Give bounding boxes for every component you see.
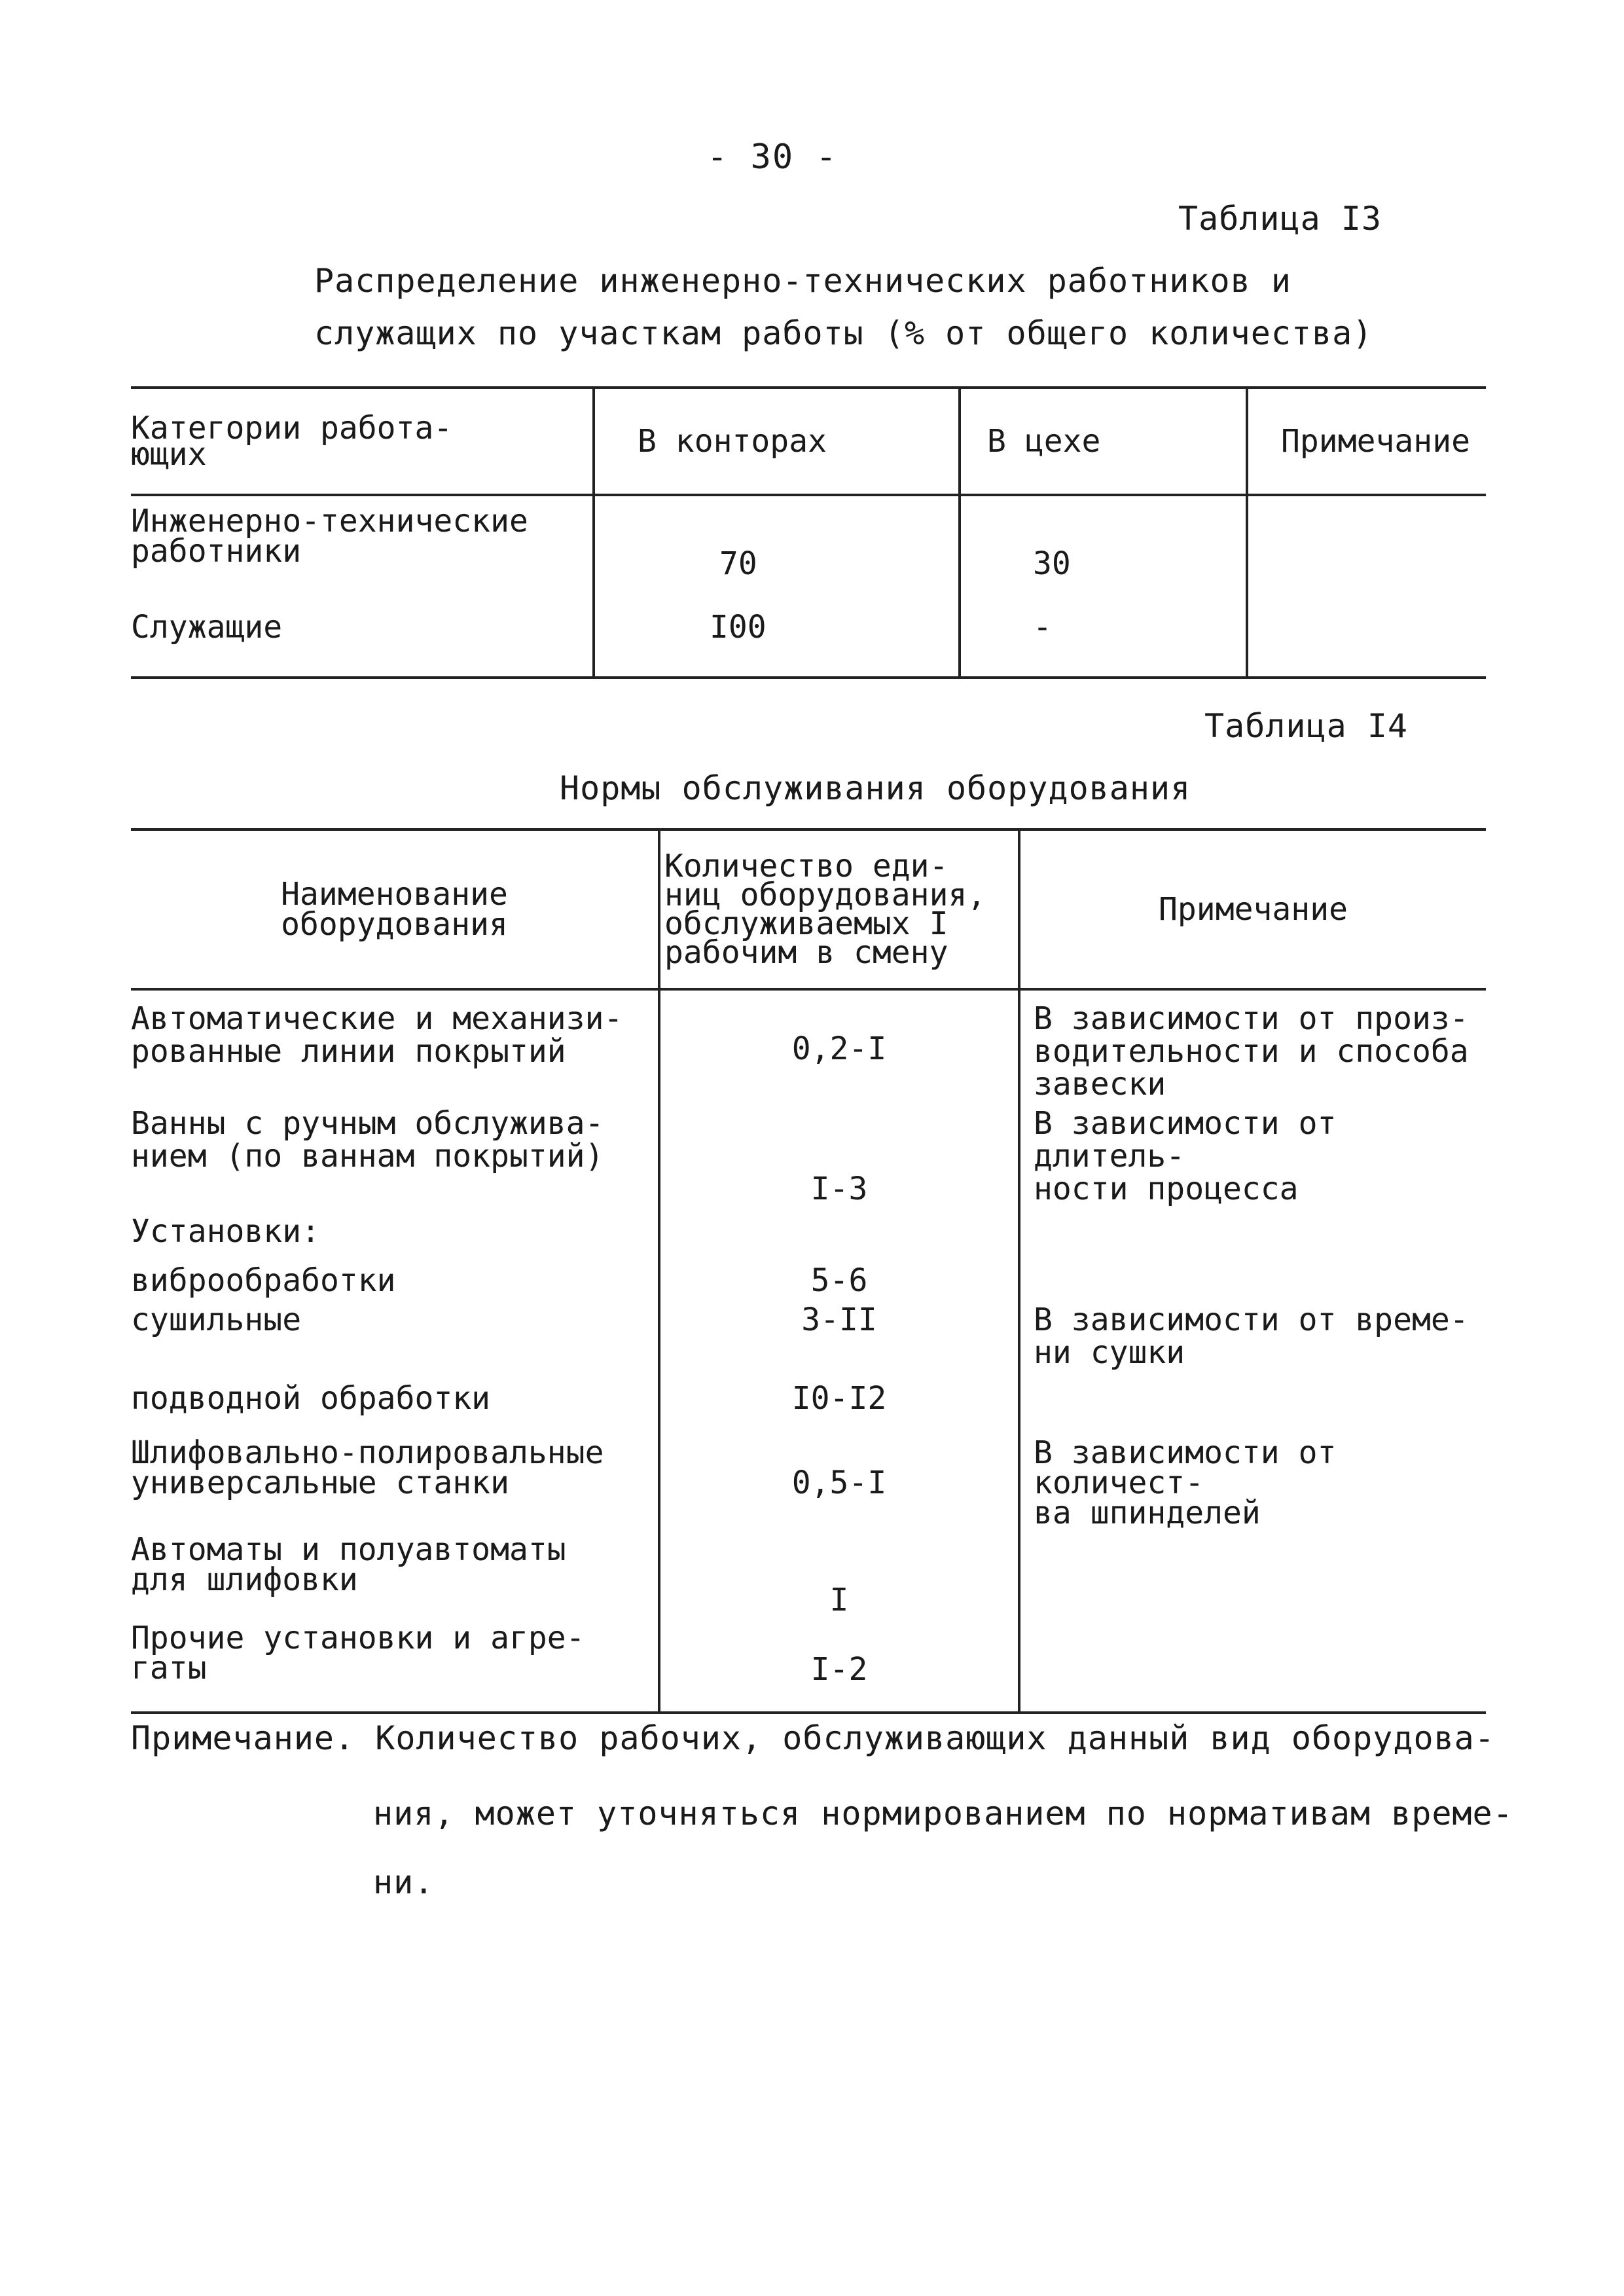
- table14-cell-count: 3-II: [659, 1297, 1019, 1382]
- table13-label: Таблица I3: [1178, 200, 1382, 238]
- table-row: [131, 1438, 1486, 1528]
- page-number: - 30 -: [707, 137, 838, 177]
- table14-cell-name: Шлифовально-полировальные универсальные станки: [131, 1434, 604, 1501]
- table14-cell-name: виброобработки: [131, 1262, 396, 1299]
- table14-label: Таблица I4: [1204, 707, 1409, 745]
- table14-cell-count: 0,2-I: [659, 989, 1019, 1107]
- table13-cell-category: Служащие: [131, 609, 283, 646]
- table13-cell-offices: I00: [594, 604, 960, 678]
- table13-header-category: Категории работа- ющих: [131, 388, 594, 495]
- table-row: [131, 1297, 1486, 1382]
- table14-cell-name: сушильные: [131, 1302, 302, 1338]
- footnote-line3: ни.: [373, 1863, 435, 1901]
- table-row: [131, 1528, 1486, 1616]
- table14-cell-name: Ванны с ручным обслужива- нием (по ваннам покрытий): [131, 1105, 604, 1175]
- table14-cell-name: подводной обработки: [131, 1380, 491, 1417]
- table14-cell-count: I-3: [659, 1107, 1019, 1205]
- table13-title-line2: служащих по участкам работы (% от общего количества): [314, 314, 1373, 352]
- table14-header-name: Наименование оборудования: [131, 829, 659, 989]
- table13-header-shop: В цехе: [960, 388, 1247, 495]
- table14-cell-count: [659, 1205, 1019, 1248]
- table14-cell-note: [1019, 1616, 1486, 1713]
- table14-cell-count: I-2: [659, 1616, 1019, 1713]
- table14-cell-name: Установки:: [131, 1213, 320, 1250]
- table14-cell-note: В зависимости от количест- ва шпинделей: [1034, 1434, 1337, 1531]
- table14-cell-note: [1019, 1528, 1486, 1616]
- table-row: [131, 1616, 1486, 1713]
- table13-cell-note: [1247, 604, 1486, 678]
- table-row: [131, 604, 1486, 678]
- table14-header-row: [131, 829, 1486, 989]
- table13-title-line1: Распределение инженерно-технических работников и: [314, 262, 1291, 300]
- table13-cell-note: [1247, 495, 1486, 604]
- table14-cell-note: В зависимости от произ- водительности и способа завески: [1034, 1000, 1469, 1102]
- table14-header-count: Количество еди- ниц оборудования, обслуживаемых I рабочим в смену: [659, 829, 1019, 989]
- footnote-line1: Примечание. Количество рабочих, обслуживающих данный вид оборудова-: [131, 1719, 1495, 1757]
- table-row: [131, 1382, 1486, 1438]
- table13-cell-category: Инженерно-технические работники: [131, 503, 528, 570]
- table14-cell-note: В зависимости от време- ни сушки: [1034, 1302, 1469, 1371]
- table-row: [131, 1205, 1486, 1248]
- table13-cell-offices: 70: [594, 495, 960, 604]
- table13-cell-shop: -: [960, 604, 1247, 678]
- table14-title: Нормы обслуживания оборудования: [560, 769, 1191, 807]
- table14-cell-note: [1019, 1205, 1486, 1248]
- table14-cell-note: [1019, 1248, 1486, 1297]
- table14-cell-count: 5-6: [659, 1248, 1019, 1297]
- table14-cell-note: [1019, 1382, 1486, 1438]
- table14-cell-note: В зависимости от длитель- ности процесса: [1034, 1105, 1337, 1207]
- table-row: [131, 1107, 1486, 1205]
- table-row: [131, 989, 1486, 1107]
- table14: [131, 828, 1486, 1714]
- table14-cell-name: Автоматические и механизи- рованные линии покрытий: [131, 1000, 623, 1070]
- table14-cell-count: I0-I2: [659, 1382, 1019, 1438]
- table13-header-offices: В конторах: [594, 388, 960, 495]
- table13: [131, 386, 1486, 679]
- footnote-line2: ния, может уточняться нормированием по нормативам време-: [373, 1795, 1513, 1832]
- table14-cell-count: 0,5-I: [659, 1438, 1019, 1528]
- table14-cell-count: I: [659, 1528, 1019, 1616]
- table-row: [131, 1248, 1486, 1297]
- table14-cell-name: Автоматы и полуавтоматы для шлифовки: [131, 1531, 566, 1598]
- table-row: [131, 495, 1486, 604]
- table14-header-note: Примечание: [1019, 829, 1486, 989]
- table13-cell-shop: 30: [960, 495, 1247, 604]
- table13-header-note: Примечание: [1247, 388, 1486, 495]
- table13-header-row: [131, 388, 1486, 495]
- table14-cell-name: Прочие установки и агре- гаты: [131, 1620, 585, 1686]
